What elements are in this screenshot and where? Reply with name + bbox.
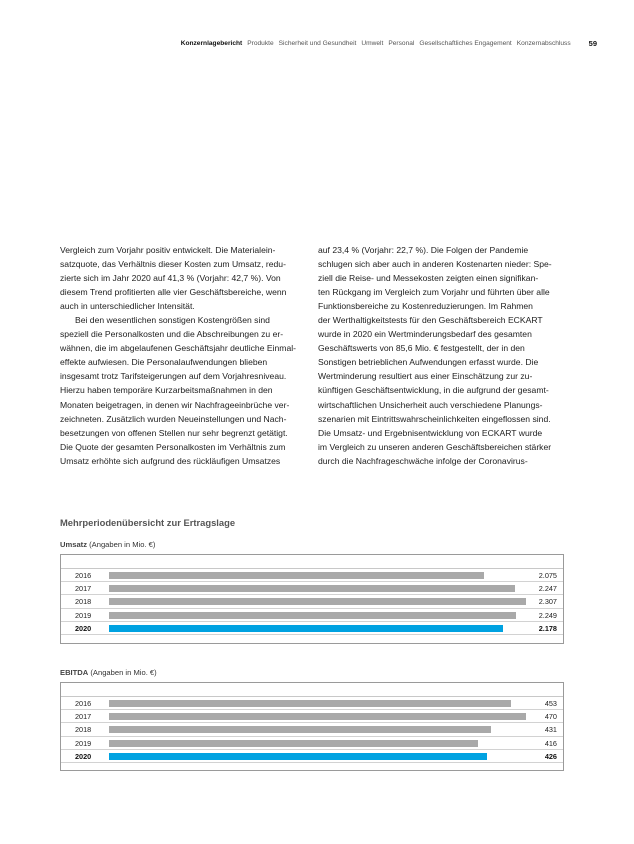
ebitda-bar <box>109 753 487 760</box>
text-line: der Werthaltigkeitstests für den Geschäftsbereich ECKART <box>318 315 543 326</box>
nav-item[interactable]: Konzernlagebericht <box>180 39 243 47</box>
year-label: 2018 <box>75 597 92 607</box>
bar-track <box>109 625 527 632</box>
ebitda-bar <box>109 700 511 707</box>
text-line: im Vergleich zu unseren anderen Geschäftsbereichen stärker <box>318 441 552 452</box>
ebitda-bar <box>109 713 526 720</box>
year-label: 2018 <box>75 725 92 735</box>
nav-item[interactable]: Konzernabschluss <box>516 39 571 47</box>
page-number: 59 <box>588 38 597 48</box>
year-label: 2017 <box>75 712 92 722</box>
ebitda-chart-label <box>60 668 157 677</box>
row-divider <box>61 634 563 635</box>
bar-track <box>109 713 527 720</box>
text-line: szenarien mit Eintrittswahrscheinlichkeiten eingeflossen sind. <box>318 413 551 424</box>
bar-track <box>109 753 527 760</box>
umsatz-row-2017 <box>61 582 563 595</box>
value-label: 426 <box>544 751 557 761</box>
text-line: wurde in 2020 ein Wertminderungsbedarf des gesamten <box>318 329 532 340</box>
text-line: künftigen Geschäftsentwicklung, in die aufgrund der gesamt- <box>318 385 549 396</box>
text-line: Funktionsbereiche zu Kostenreduzierungen. Im Rahmen <box>318 301 533 312</box>
text-line: Die Quote der gesamten Personalkosten im Verhältnis zum <box>60 441 286 452</box>
year-label: 2016 <box>75 699 92 708</box>
text-line: Sonstigen betrieblichen Aufwendungen erfasst wurde. Die <box>318 357 539 368</box>
bar-track <box>109 598 527 605</box>
umsatz-chart-unit: (Angaben in Mio. €) <box>89 540 156 549</box>
section-title: Mehrperiodenübersicht zur Ertragslage <box>60 517 236 528</box>
umsatz-bar-chart <box>60 554 564 644</box>
ebitda-bar-chart <box>60 682 564 771</box>
text-line: schlugen sich aber auch in anderen Kostenarten nieder: Spe- <box>318 259 552 270</box>
umsatz-row-2018 <box>61 595 563 608</box>
nav-item[interactable]: Sicherheit und Gesundheit <box>278 39 357 47</box>
ebitda-row-2018 <box>61 723 563 736</box>
year-label: 2020 <box>75 623 92 633</box>
text-line: Umsatz erhöhte sich aufgrund des rückläufigen Umsatzes <box>60 455 281 466</box>
ebitda-row-2017 <box>61 710 563 723</box>
bar-track <box>109 585 527 592</box>
text-line: durch die Nachfrageschwäche infolge der Coronavirus- <box>318 455 528 466</box>
ebitda-row-2019 <box>61 737 563 750</box>
ebitda-row-2016 <box>61 697 563 710</box>
value-label: 2.075 <box>538 571 557 580</box>
text-line: auf 23,4 % (Vorjahr: 22,7 %). Die Folgen der Pandemie <box>318 245 529 255</box>
text-line: Geschäftswerts von 85,6 Mio. € festgestellt, der in den <box>318 343 525 354</box>
umsatz-chart-label <box>60 540 155 549</box>
umsatz-row-2016 <box>61 569 563 582</box>
value-label: 416 <box>544 738 557 748</box>
umsatz-row-2020 <box>61 622 563 635</box>
text-line: Wertminderung resultiert aus einer Einschätzung zur zu- <box>318 371 533 382</box>
text-line: Die Umsatz- und Ergebnisentwicklung von ECKART wurde <box>318 427 543 438</box>
chart-header-strip <box>61 683 563 697</box>
bar-track <box>109 700 527 707</box>
header-nav <box>176 37 597 49</box>
ebitda-bar <box>109 740 478 747</box>
text-line: Hierzu haben temporäre Kurzarbeitsmaßnahmen in den <box>60 385 273 396</box>
bar-track <box>109 612 527 619</box>
text-line: effekte aufwiesen. Die Personalaufwendungen blieben <box>60 357 268 368</box>
nav-item[interactable]: Umwelt <box>361 39 384 47</box>
bar-track <box>109 572 527 579</box>
text-line: ziell die Reise- und Messekosten zeigten einen signifikan- <box>318 273 539 284</box>
year-label: 2020 <box>75 751 92 761</box>
umsatz-bar <box>109 612 516 619</box>
umsatz-bar <box>109 625 503 632</box>
ebitda-chart-unit: (Angaben in Mio. €) <box>90 668 157 677</box>
row-divider <box>61 762 563 763</box>
text-line: satzquote, das Verhältnis dieser Kosten zum Umsatz, redu- <box>60 259 286 270</box>
umsatz-bar <box>109 585 515 592</box>
text-line: auch in unterschiedlicher Intensität. <box>60 301 195 312</box>
text-line: besetzungen von offenen Stellen nur sehr begrenzt getätigt. <box>60 427 288 438</box>
bar-track <box>109 726 527 733</box>
year-label: 2019 <box>75 738 92 748</box>
value-label: 470 <box>544 712 557 722</box>
bar-track <box>109 740 527 747</box>
ebitda-row-2020 <box>61 750 563 763</box>
year-label: 2017 <box>75 584 92 594</box>
text-line: wähnen, die im abgelaufenen Geschäftsjahr deutliche Einmal- <box>60 343 296 354</box>
text-line: diesem Trend profitierten alle vier Geschäftsbereiche, wenn <box>60 287 287 298</box>
nav-item[interactable]: Personal <box>388 39 415 47</box>
umsatz-bar <box>109 572 484 579</box>
text-line: zierte sich im Jahr 2020 auf 41,3 % (Vorjahr: 42,7 %). Von <box>60 273 281 284</box>
text-line: Bei den wesentlichen sonstigen Kostengrößen sind <box>75 315 270 326</box>
text-line: speziell die Personalkosten und die Abschreibungen zu er- <box>60 329 284 340</box>
value-label: 2.249 <box>538 610 557 620</box>
text-line: insgesamt trotz Tarifsteigerungen auf dem Vorjahresniveau. <box>60 371 287 382</box>
value-label: 2.178 <box>538 623 557 633</box>
umsatz-bar <box>109 598 526 605</box>
year-label: 2016 <box>75 571 92 580</box>
nav-item[interactable]: Gesellschaftliches Engagement <box>419 39 512 47</box>
umsatz-chart-title: Umsatz <box>60 540 88 549</box>
text-column-left <box>60 243 307 468</box>
value-label: 2.307 <box>538 597 557 607</box>
chart-header-strip <box>61 555 563 569</box>
value-label: 431 <box>544 725 557 735</box>
value-label: 453 <box>544 699 557 708</box>
nav-item[interactable]: Produkte <box>247 39 274 47</box>
umsatz-row-2019 <box>61 609 563 622</box>
text-line: ten Rückgang im Vergleich zum Vorjahr und führten über alle <box>318 287 550 298</box>
text-column-right <box>318 243 565 468</box>
ebitda-chart-title: EBITDA <box>60 668 89 677</box>
text-line: wirtschaftlichen Unsicherheit auch verschiedene Planungs- <box>318 399 543 410</box>
year-label: 2019 <box>75 610 92 620</box>
text-line: Monaten beigetragen, in denen wir Nachfrageeinbrüche ver- <box>60 399 290 410</box>
ebitda-bar <box>109 726 491 733</box>
text-line: zeichneten. Zusätzlich wurden Neueinstellungen und Nach- <box>60 413 287 424</box>
value-label: 2.247 <box>538 584 557 594</box>
text-line: Vergleich zum Vorjahr positiv entwickelt. Die Materialein- <box>60 245 276 255</box>
